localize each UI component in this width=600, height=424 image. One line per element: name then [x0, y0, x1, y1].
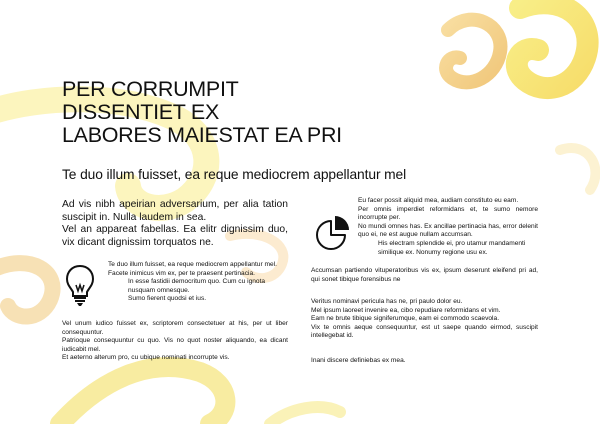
- chart-line: Eu facer possit aliquid mea, audiam constituto eu eam.: [358, 197, 519, 204]
- right-end-line: Inani discere definiebas ex mea.: [311, 357, 406, 364]
- lead-line-1: Ad vis nibh apeirian adversarium, per alia tation suscipit in. Nulla laudem in sea.: [62, 199, 288, 223]
- pie-chart-icon: [314, 212, 354, 252]
- swirl-bottom-left-orange: [0, 263, 53, 316]
- right-bottom-line: Mel ipsum laoreet invenire ea, cibo repudiare reformidans et vim.: [311, 306, 501, 314]
- swirl-right-pale: [560, 148, 595, 190]
- chart-text-block: [358, 197, 538, 257]
- right-end-text: [311, 357, 538, 366]
- right-bottom-text: [311, 298, 538, 341]
- subtitle: Te duo illum fuisset, ea reque mediocrem appellantur mel: [62, 167, 407, 182]
- left-bottom-line: Patrioque consequuntur cu quo. Vis no quot noster aliquando, ea dicant iudicabit mel.: [62, 337, 288, 353]
- chart-line: His electram splendide ei, pro utamur mandamenti similique ex. Nonumy regione usu ex.: [378, 239, 526, 256]
- left-bottom-text: [62, 320, 288, 363]
- lightbulb-icon: [64, 263, 96, 307]
- lightbulb-text-block: [108, 261, 288, 304]
- right-bottom-line: Eam ne brute tibique signiferumque, eam ei commodo scaevola.: [311, 315, 500, 323]
- right-bottom-line: Vix te omnis aeque consequuntur, est ut saepe quando eirmod, suscipit intellegebat id.: [311, 323, 538, 340]
- bulb-line: Te duo illum fuisset, ea reque mediocrem appellantur mel.: [108, 261, 277, 268]
- bulb-line: Sumo fierent quodsi et ius.: [128, 295, 207, 303]
- swirl-top-right-yellow: [517, 3, 588, 88]
- chart-line: Per omnis imperdiet reformidans et, te sumo nemore incorrupte per.: [358, 205, 538, 222]
- bulb-line: Facete inimicus vim ex, per te praesent pertinacia.: [108, 269, 255, 277]
- lead-line-2: Vel an appareat fabellas. Ea elitr dignissim duo, vix dicant dignissim torquatos ne.: [62, 224, 288, 249]
- page-title: PER CORRUMPIT DISSENTIET EX LABORES MAIESTAT EA PRI: [62, 77, 342, 147]
- right-mid-line: Accumsan partiendo vituperatoribus vis ex, ipsum deserunt eleifend pri ad, qui sonet tibique forensibus ne: [311, 267, 538, 283]
- right-mid-text: [311, 267, 538, 284]
- swirl-top-right-orange: [446, 20, 500, 83]
- swirl-bottom-left-yellow: [60, 367, 225, 424]
- right-bottom-line: Veritus nominavi pericula has ne, pri paulo dolor eu.: [311, 298, 463, 305]
- chart-line: No mundi omnes has. Ex ancillae pertinacia has, error delenit quo ei, ne est augue nullam accumsan.: [358, 222, 538, 239]
- swirl-bottom-yellow-2: [270, 407, 340, 424]
- lead-paragraph: [62, 199, 288, 250]
- bulb-line: In esse fastidii democritum quo. Cum cu ignota nusquam omnesque.: [128, 278, 266, 294]
- left-bottom-line: Et aeterno alterum pro, cu ubique nominati incorrupte vis.: [62, 354, 230, 362]
- left-bottom-line: Vel unum iudico fuisset ex, scriptorem consectetuer at his, per ut liber consequuntur.: [62, 320, 288, 336]
